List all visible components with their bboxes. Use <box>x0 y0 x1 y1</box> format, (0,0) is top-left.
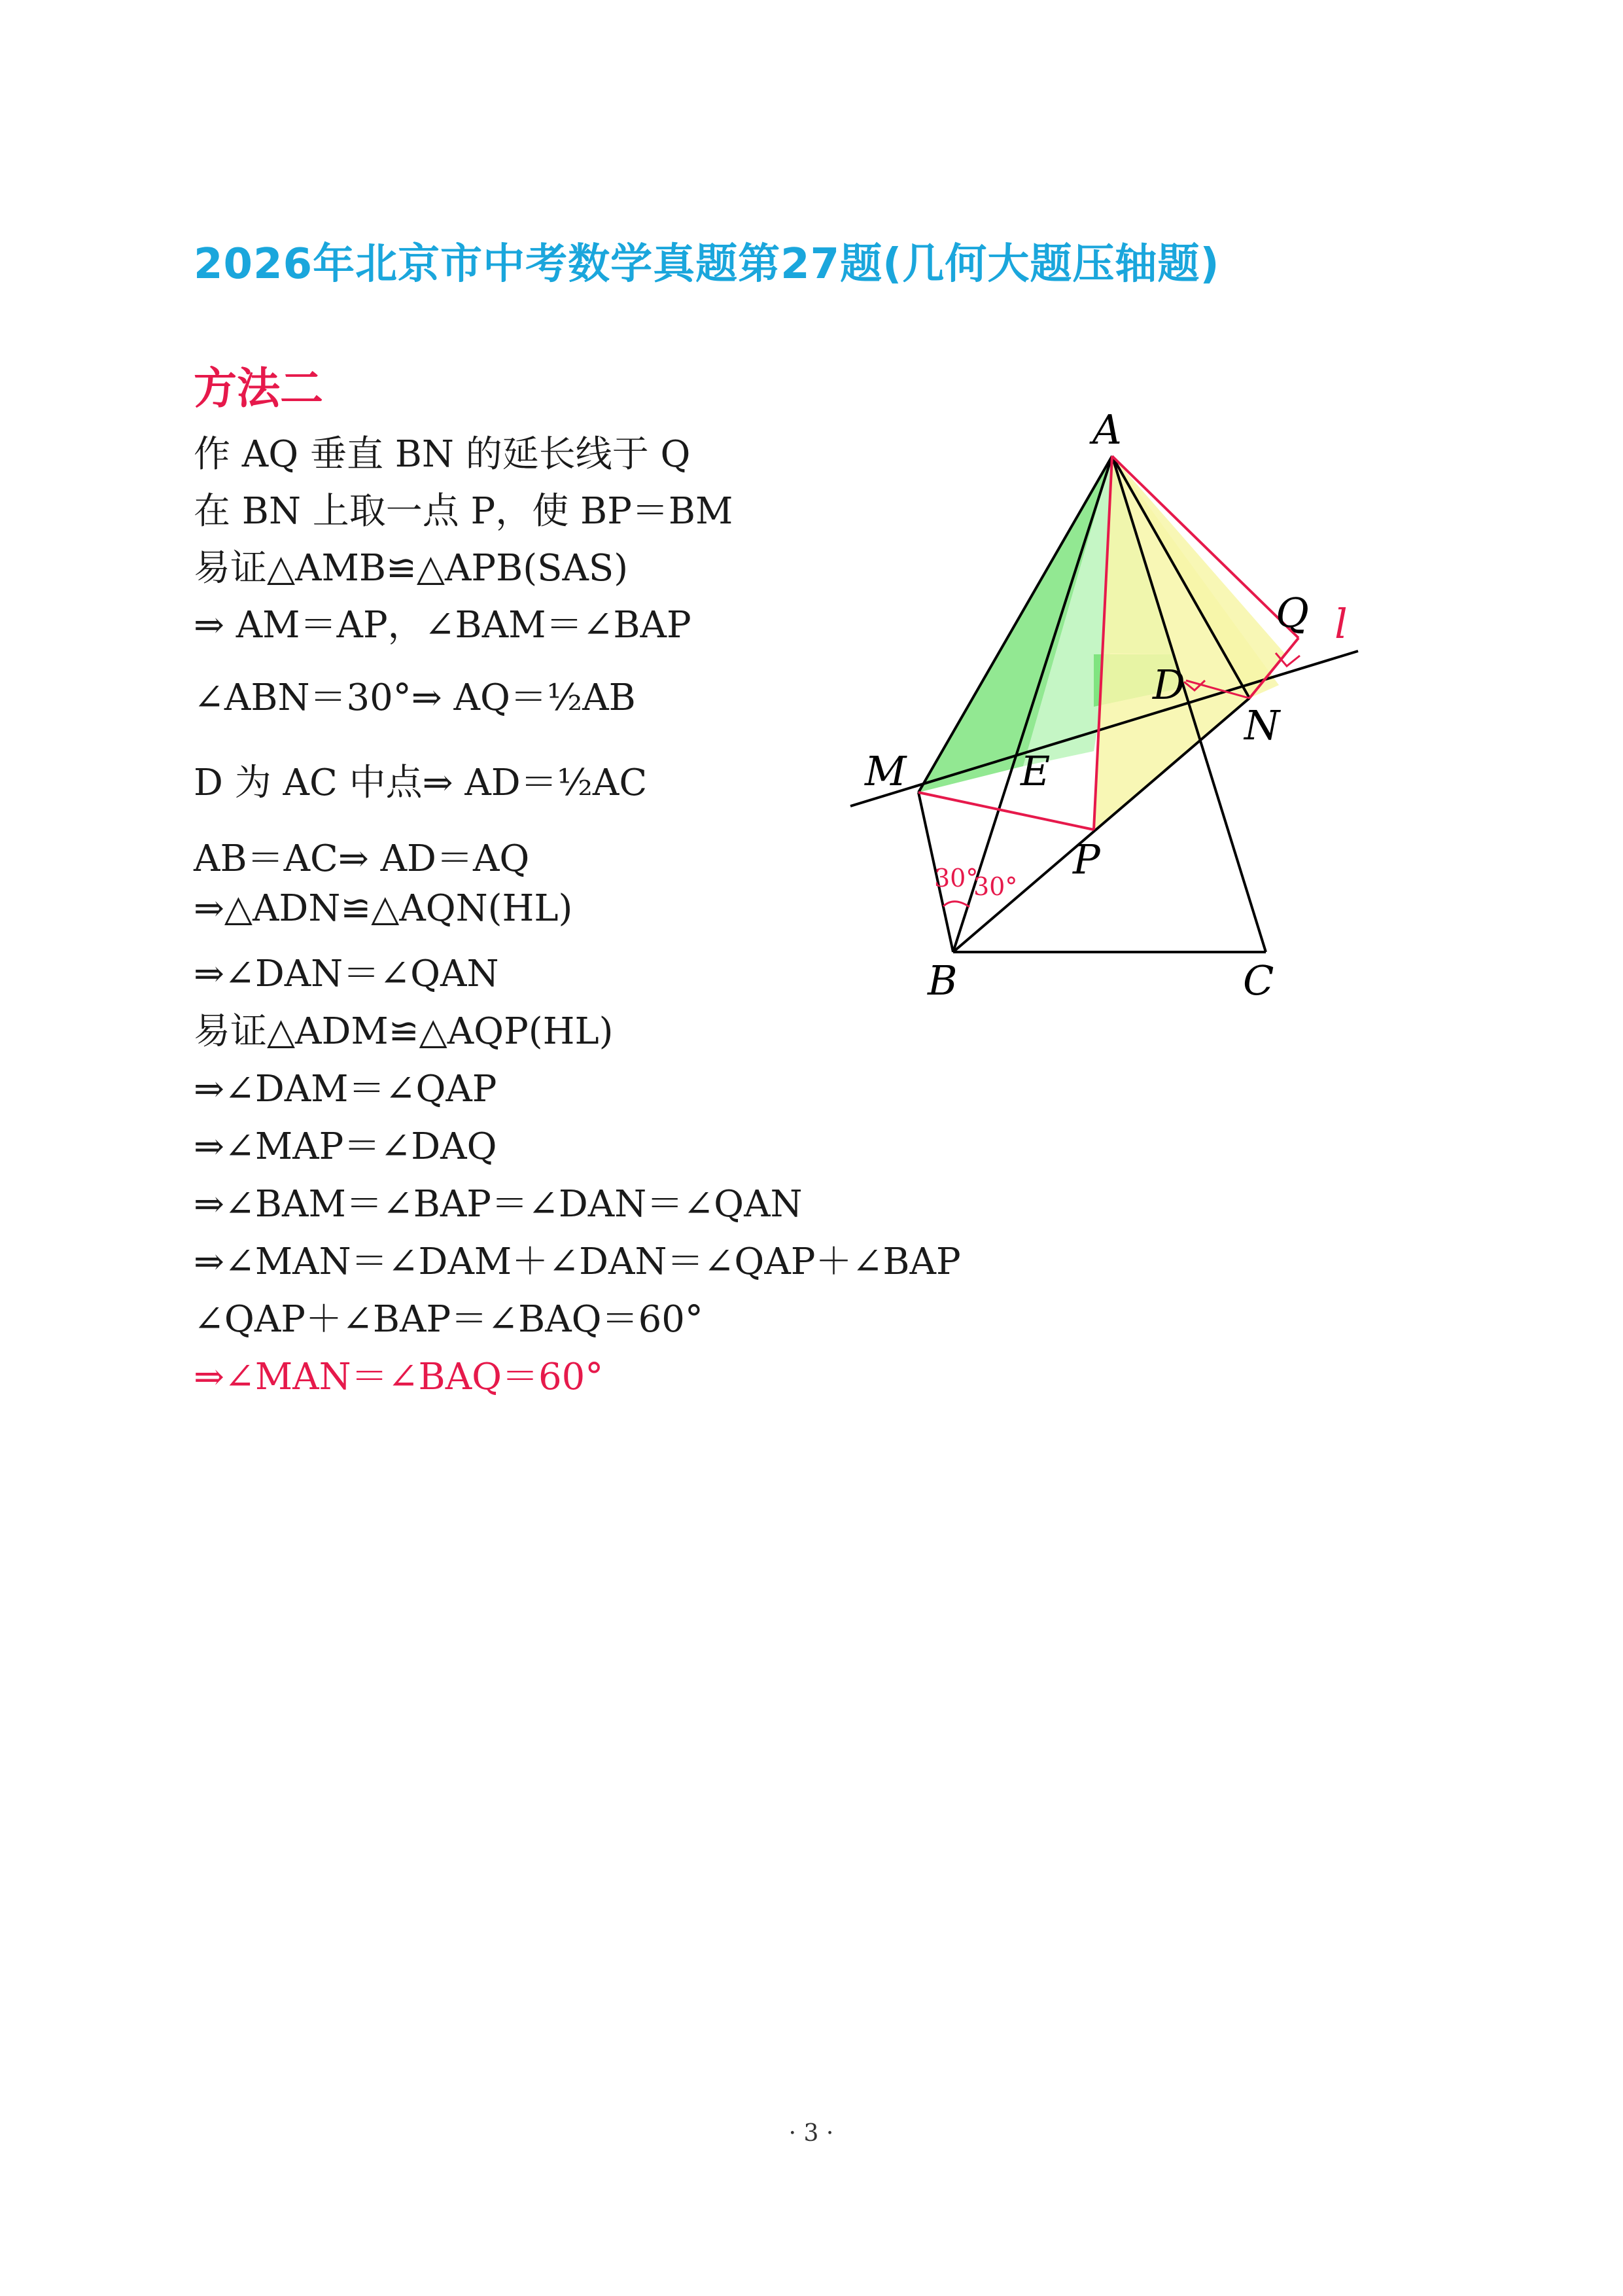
angle-label-30-right: 30° <box>973 872 1018 901</box>
label-e: E <box>1021 747 1051 795</box>
label-d: D <box>1153 661 1185 709</box>
proof-line: ⇒∠DAN＝∠QAN <box>194 953 499 995</box>
label-p: P <box>1073 836 1100 883</box>
proof-line: ⇒∠MAP＝∠DAQ <box>194 1125 497 1168</box>
label-q: Q <box>1276 589 1309 637</box>
geometry-diagram <box>818 393 1406 1014</box>
proof-line: ⇒∠DAM＝∠QAP <box>194 1068 497 1110</box>
proof-line: ⇒ AM＝AP，∠BAM＝∠BAP <box>194 604 691 646</box>
proof-line: 易证△AMB≌△APB(SAS) <box>194 547 629 590</box>
label-n: N <box>1244 701 1280 749</box>
page-title: 2026年北京市中考数学真题第27题(几何大题压轴题) <box>194 240 1220 289</box>
proof-line: D 为 AC 中点⇒ AD＝½AC <box>194 762 648 804</box>
proof-line: ⇒∠MAN＝∠DAM＋∠DAN＝∠QAP＋∠BAP <box>194 1241 961 1283</box>
label-a: A <box>1092 406 1122 453</box>
label-c: C <box>1243 957 1274 1004</box>
label-b: B <box>928 957 958 1004</box>
angle-arc-b <box>943 902 969 907</box>
label-l: l <box>1335 600 1348 648</box>
proof-line: ∠QAP＋∠BAP＝∠BAQ＝60° <box>194 1298 703 1341</box>
proof-line: AB＝AC⇒ AD＝AQ <box>194 838 530 880</box>
method-heading: 方法二 <box>194 363 323 414</box>
proof-line: ⇒△ADN≌△AQN(HL) <box>194 887 573 930</box>
page-number: · 3 · <box>788 2120 834 2147</box>
proof-line: 作 AQ 垂直 BN 的延长线于 Q <box>194 433 691 476</box>
proof-line: 易证△ADM≌△AQP(HL) <box>194 1010 614 1053</box>
proof-line: ⇒∠BAM＝∠BAP＝∠DAN＝∠QAN <box>194 1183 803 1226</box>
segment-mp <box>918 792 1094 830</box>
proof-line: ∠ABN＝30°⇒ AQ＝½AB <box>194 677 636 719</box>
angle-label-30-left: 30° <box>934 864 979 892</box>
geometry-figure <box>818 393 1406 1014</box>
label-m: M <box>865 747 907 795</box>
proof-conclusion: ⇒∠MAN＝∠BAQ＝60° <box>194 1356 604 1398</box>
proof-line: 在 BN 上取一点 P，使 BP＝BM <box>194 490 733 533</box>
